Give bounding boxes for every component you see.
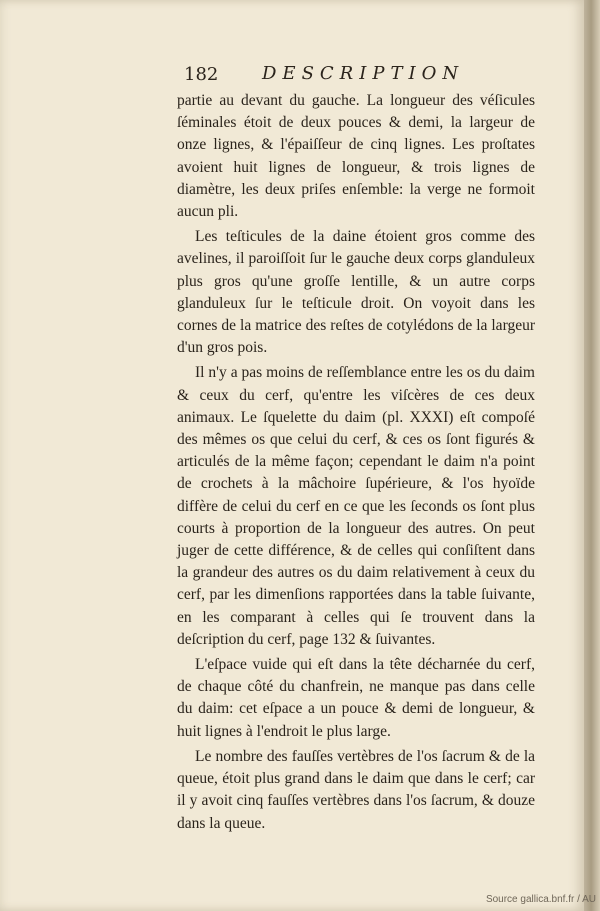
body-text: [177, 90, 535, 835]
paragraph-3: Il n'y a pas moins de reſſemblance entre les os du daim & ceux du cerf, qu'entre les viſcères de ces deux animaux. Le ſquelette du daim (pl. XXXI) eſt compoſé des mêmes os que celui du cerf, & ces os ſont figurés & articulés de la même façon; cependant le daim n'a point de crochets à la mâchoire ſupérieure, & l'os hyoïde diffère de celui du cerf en ce que les ſeconds os ſont plus courts à proportion de la longueur des autres. On peut juger de cette différence, & de celles qui conſiſtent dans la grandeur des autres os du daim relativement à ceux du cerf, par les dimenſions rapportées dans la table ſuivante, en les comparant à celles qui ſe trouvent dans la deſcription du cerf, page 132 & ſuivantes.: [177, 364, 535, 648]
page-header: [184, 62, 504, 88]
book-spine: [584, 0, 600, 911]
paragraph-5: Le nombre des fauſſes vertèbres de l'os ſacrum & de la queue, étoit plus grand dans le daim que dans le cerf; car il y avoit cinq fauſſes vertèbres dans l'os ſacrum, & douze dans la queue.: [177, 747, 535, 832]
source-credit: Source gallica.bnf.fr / AU: [485, 894, 596, 905]
paragraph-1: partie au devant du gauche. La longueur des véſicules ſéminales étoit de deux pouces & demi, la largeur de onze lignes, & l'épaiſſeur de cinq lignes. Les proſtates avoient huit lignes de longueur, & trois lignes de diamètre, les deux priſes enſemble: la verge ne formoit aucun pli.: [177, 92, 535, 221]
paragraph-2: Les teſticules de la daine étoient gros comme des avelines, il paroiſſoit ſur le gauche deux corps glanduleux plus gros qu'une groſſe lentille, & un autre corps glanduleux ſur le teſticule droit. On voyoit dans les cornes de la matrice des reſtes de cotylédons de la largeur d'un gros pois.: [177, 228, 535, 357]
paragraph-4: L'eſpace vuide qui eſt dans la tête décharnée du cerf, de chaque côté du chanfrein, ne manque pas dans celle du daim: cet eſpace a un pouce & demi de longueur, & huit lignes à l'endroit le plus large.: [177, 656, 535, 740]
running-title: DESCRIPTION: [262, 63, 465, 84]
page-number: 182: [184, 64, 219, 85]
